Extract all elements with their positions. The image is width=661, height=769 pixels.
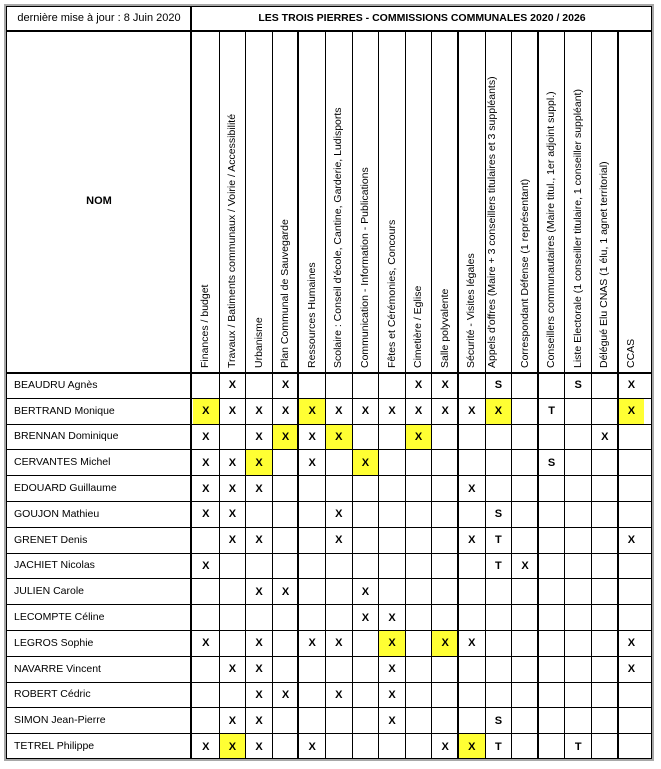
member-name: LECOMPTE Céline <box>14 611 105 624</box>
membership-mark: X <box>414 379 423 392</box>
commission-header-10: Sécurité - Visites légales <box>465 253 478 368</box>
membership-mark: X <box>228 663 237 676</box>
member-name: JULIEN Carole <box>14 585 85 598</box>
membership-mark: S <box>494 508 503 521</box>
grid-line <box>6 733 652 734</box>
member-name: CERVANTES Michel <box>14 456 111 469</box>
grid-line <box>378 30 379 759</box>
membership-mark: T <box>495 740 502 753</box>
membership-mark: X <box>388 688 396 701</box>
membership-mark: X <box>441 379 449 392</box>
grid-line <box>457 30 459 759</box>
membership-mark: X <box>228 534 237 547</box>
membership-mark: X <box>255 688 263 701</box>
grid-line <box>6 372 652 374</box>
grid-line <box>431 30 432 759</box>
membership-mark: S <box>547 456 556 469</box>
member-name: GRENET Denis <box>14 533 88 546</box>
membership-mark: S <box>494 379 503 392</box>
membership-mark: X <box>308 430 316 443</box>
grid-line <box>537 30 539 759</box>
membership-mark: X <box>220 734 246 759</box>
grid-line <box>297 30 299 759</box>
commission-header-9: Salle polyvalente <box>438 288 451 368</box>
commission-header-15: Délégué Elu CNAS (1 élu, 1 agnet territorial) <box>598 161 611 368</box>
membership-mark: X <box>308 637 316 650</box>
grid-line <box>6 475 652 476</box>
membership-mark: X <box>388 405 396 418</box>
membership-mark: X <box>228 405 237 418</box>
commission-header-0: Finances / budget <box>199 284 212 368</box>
grid-line <box>6 501 652 502</box>
membership-mark: T <box>574 740 582 753</box>
membership-mark: X <box>414 405 423 418</box>
membership-mark: X <box>406 425 432 450</box>
grid-line <box>6 630 652 631</box>
membership-mark: X <box>441 740 449 753</box>
grid-line <box>219 30 220 759</box>
member-name: BERTRAND Monique <box>14 404 115 417</box>
commission-header-1: Travaux / Batiments communaux / Voirie / Accessibilité <box>225 113 238 368</box>
commission-header-5: Scolaire : Conseil d'école, Cantine, Garderie, Ludisports <box>332 107 345 368</box>
membership-mark: X <box>468 637 476 650</box>
membership-mark: X <box>255 585 263 598</box>
grid-line <box>272 30 273 759</box>
membership-mark: X <box>335 637 343 650</box>
membership-mark: X <box>255 663 263 676</box>
membership-mark: X <box>202 430 210 443</box>
member-name: LEGROS Sophie <box>14 636 94 649</box>
grid-line <box>4 759 654 761</box>
grid-line <box>6 682 652 683</box>
grid-line <box>352 30 353 759</box>
commission-header-14: Liste Electorale (1 conseiller titulaire, 1 conseiller suppléant) <box>571 89 584 368</box>
grid-line <box>6 604 652 605</box>
membership-mark: X <box>255 430 263 443</box>
grid-line <box>6 656 652 657</box>
commission-header-4: Ressources Humaines <box>305 262 318 368</box>
membership-mark: X <box>255 405 263 418</box>
membership-mark: X <box>255 740 263 753</box>
sheet-title: LES TROIS PIERRES - COMMISSIONS COMMUNALES 2020 / 2026 <box>258 12 586 24</box>
membership-mark: T <box>548 405 555 418</box>
membership-mark: X <box>388 714 396 727</box>
membership-mark: S <box>494 714 503 727</box>
member-name: JACHIET Nicolas <box>14 559 95 572</box>
commission-header-3: Plan Communal de Sauvegarde <box>279 219 292 368</box>
membership-mark: X <box>486 399 512 424</box>
membership-mark: X <box>308 456 316 469</box>
membership-mark: T <box>495 534 502 547</box>
commission-header-2: Urbanisme <box>252 317 265 368</box>
membership-mark: X <box>228 482 237 495</box>
membership-mark: X <box>335 688 343 701</box>
grid-line <box>6 449 652 450</box>
member-name: BEAUDRU Agnès <box>14 378 98 391</box>
member-name: BRENNAN Dominique <box>14 430 119 443</box>
grid-line <box>6 6 7 759</box>
commission-header-12: Correspondant Défense (1 représentant) <box>518 178 531 368</box>
grid-line <box>617 30 619 759</box>
membership-mark: X <box>353 450 379 475</box>
grid-line <box>6 758 652 759</box>
membership-mark: X <box>326 425 352 450</box>
membership-mark: X <box>299 399 325 424</box>
grid-line <box>190 6 192 759</box>
membership-mark: X <box>441 405 449 418</box>
membership-mark: X <box>193 399 219 424</box>
grid-line <box>6 424 652 425</box>
grid-line <box>564 30 565 759</box>
membership-mark: X <box>627 663 636 676</box>
commission-header-16: CCAS <box>624 338 637 368</box>
membership-mark: X <box>627 637 636 650</box>
commission-header-6: Communication - Information - Publications <box>358 167 371 368</box>
grid-line <box>485 30 486 759</box>
membership-mark: X <box>281 379 290 392</box>
membership-mark: X <box>273 425 299 450</box>
membership-mark: X <box>228 508 237 521</box>
membership-mark: X <box>379 631 405 656</box>
grid-line <box>6 6 652 7</box>
membership-mark: X <box>228 456 237 469</box>
grid-line <box>6 527 652 528</box>
membership-mark: X <box>255 637 263 650</box>
membership-mark: X <box>459 734 485 759</box>
grid-line <box>6 30 652 32</box>
member-name: NAVARRE Vincent <box>14 662 101 675</box>
commission-header-8: Cimetière / Eglise <box>412 285 425 368</box>
member-name: GOUJON Mathieu <box>14 507 100 520</box>
membership-mark: X <box>627 379 636 392</box>
membership-mark: X <box>388 611 396 624</box>
membership-mark: S <box>574 379 582 392</box>
member-name: ROBERT Cédric <box>14 688 91 701</box>
commission-header-7: Fêtes et Cérémonies, Concours <box>385 219 398 368</box>
grid-line <box>6 553 652 554</box>
membership-mark: X <box>335 405 343 418</box>
grid-line <box>405 30 406 759</box>
membership-mark: X <box>619 399 645 424</box>
commission-header-11: Appels d'offres (Maire + 3 conseillers titulaires et 3 suppléants) <box>485 76 498 368</box>
membership-mark: X <box>281 688 290 701</box>
grid-line <box>6 398 652 399</box>
membership-mark: X <box>202 637 210 650</box>
membership-mark: X <box>246 450 272 475</box>
membership-mark: X <box>255 714 263 727</box>
commission-header-13: Conseillers communautaires (Maire titul., 1er adjoint suppl.) <box>545 91 558 368</box>
membership-mark: X <box>202 559 210 572</box>
grid-line <box>6 707 652 708</box>
grid-line <box>591 30 592 759</box>
membership-mark: X <box>361 611 370 624</box>
grid-line <box>325 30 326 759</box>
membership-mark: T <box>495 559 502 572</box>
membership-mark: X <box>202 508 210 521</box>
name-column-header: NOM <box>86 195 112 207</box>
grid-line <box>511 30 512 759</box>
membership-mark: X <box>521 559 529 572</box>
grid-line <box>6 578 652 579</box>
membership-mark: X <box>281 585 290 598</box>
member-name: TETREL Philippe <box>14 740 95 753</box>
membership-mark: X <box>388 663 396 676</box>
membership-mark: X <box>255 482 263 495</box>
membership-mark: X <box>335 534 343 547</box>
membership-mark: X <box>361 585 370 598</box>
member-name: SIMON Jean-Pierre <box>14 714 106 727</box>
last-update-label: dernière mise à jour : 8 Juin 2020 <box>17 12 181 24</box>
membership-mark: X <box>202 482 210 495</box>
membership-mark: X <box>468 405 476 418</box>
membership-mark: X <box>202 456 210 469</box>
membership-mark: X <box>627 534 636 547</box>
membership-mark: X <box>308 740 316 753</box>
membership-mark: X <box>228 714 237 727</box>
grid-line <box>652 4 654 761</box>
membership-mark: X <box>255 534 263 547</box>
membership-mark: X <box>432 631 458 656</box>
membership-mark: X <box>228 379 237 392</box>
membership-mark: X <box>281 405 290 418</box>
membership-mark: X <box>601 430 609 443</box>
membership-mark: X <box>468 482 476 495</box>
membership-mark: X <box>202 740 210 753</box>
grid-line <box>245 30 246 759</box>
member-name: EDOUARD Guillaume <box>14 482 117 495</box>
grid-line <box>651 6 652 759</box>
membership-mark: X <box>335 508 343 521</box>
membership-mark: X <box>361 405 370 418</box>
membership-mark: X <box>468 534 476 547</box>
